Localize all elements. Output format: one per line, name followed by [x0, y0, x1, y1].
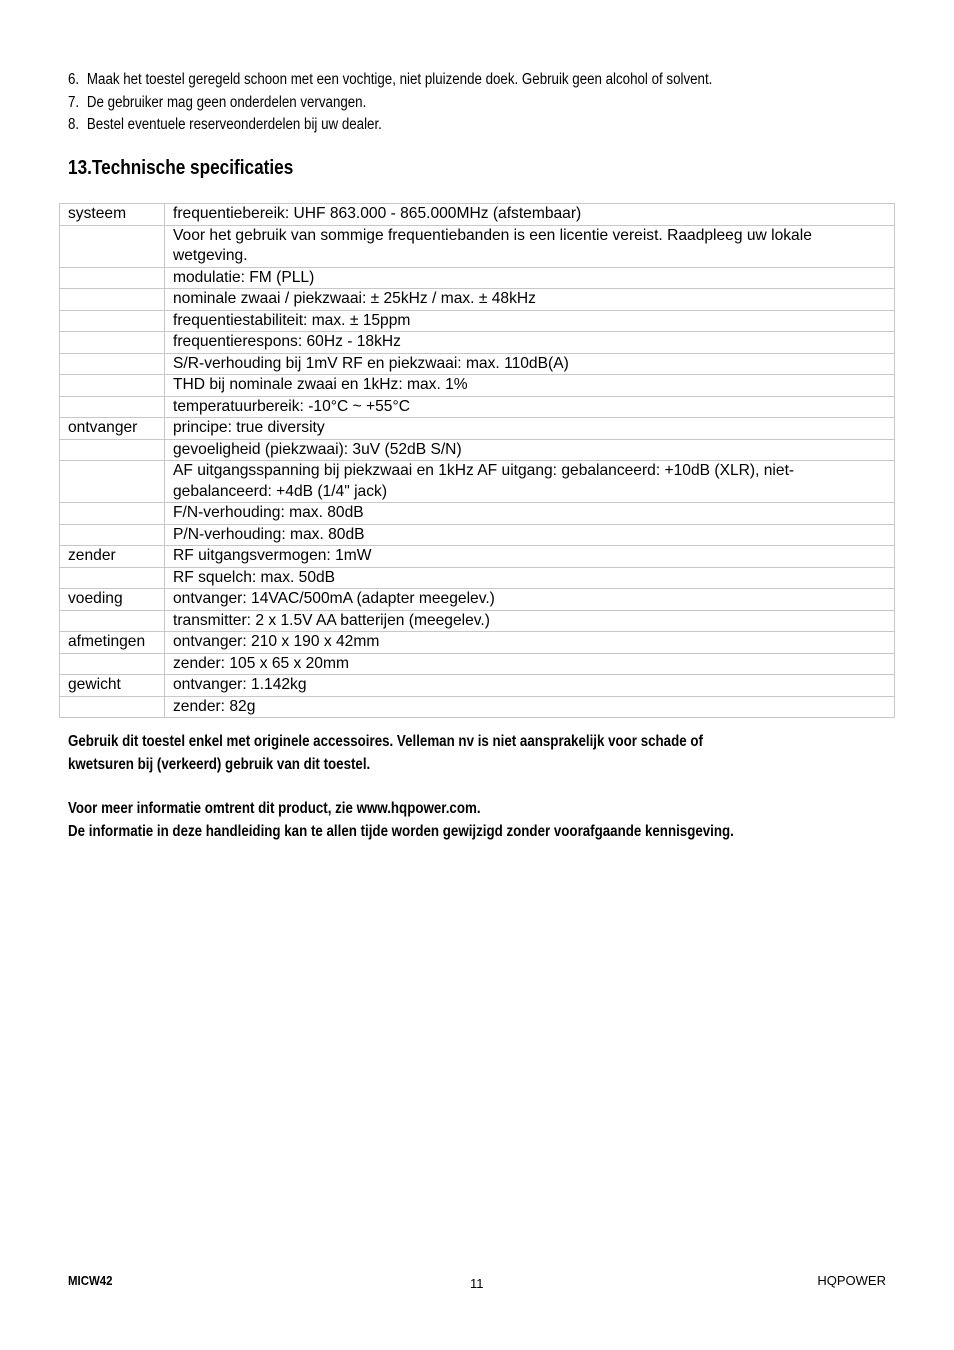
spec-value: frequentierespons: 60Hz - 18kHz — [165, 332, 895, 354]
spec-category — [60, 396, 165, 418]
spec-value: AF uitgangsspanning bij piekzwaai en 1kHz AF uitgang: gebalanceerd: +10dB (XLR), niet-gebalanceerd: +4dB (1/4" jack) — [165, 461, 895, 503]
table-row — [60, 546, 895, 568]
spec-value: nominale zwaai / piekzwaai: ± 25kHz / max. ± 48kHz — [165, 289, 895, 311]
spec-value: THD bij nominale zwaai en 1kHz: max. 1% — [165, 375, 895, 397]
spec-category: afmetingen — [60, 632, 165, 654]
list-number: 6. — [68, 71, 80, 88]
table-row — [60, 289, 895, 311]
spec-value: P/N-verhouding: max. 80dB — [165, 524, 895, 546]
footer-model: MICW42 — [68, 1273, 113, 1288]
spec-category — [60, 375, 165, 397]
spec-value: RF squelch: max. 50dB — [165, 567, 895, 589]
spec-value: S/R-verhouding bij 1mV RF en piekzwaai: max. 110dB(A) — [165, 353, 895, 375]
table-row — [60, 524, 895, 546]
spec-category — [60, 353, 165, 375]
spec-category — [60, 503, 165, 525]
spec-category — [60, 310, 165, 332]
spec-category — [60, 524, 165, 546]
table-row — [60, 675, 895, 697]
spec-value: gevoeligheid (piekzwaai): 3uV (52dB S/N) — [165, 439, 895, 461]
spec-value: ontvanger: 210 x 190 x 42mm — [165, 632, 895, 654]
spec-category — [60, 461, 165, 503]
table-row — [60, 267, 895, 289]
section-title: 13.Technische specificaties — [68, 157, 294, 179]
info-line: Voor meer informatie omtrent dit product, zie www.hqpower.com. — [68, 800, 481, 817]
table-row — [60, 225, 895, 267]
spec-category — [60, 567, 165, 589]
spec-value: frequentiebereik: UHF 863.000 - 865.000MHz (afstembaar) — [165, 204, 895, 226]
table-row — [60, 418, 895, 440]
spec-category — [60, 332, 165, 354]
table-row — [60, 353, 895, 375]
spec-category: voeding — [60, 589, 165, 611]
spec-value: ontvanger: 1.142kg — [165, 675, 895, 697]
spec-category: ontvanger — [60, 418, 165, 440]
spec-value: ontvanger: 14VAC/500mA (adapter meegelev.) — [165, 589, 895, 611]
table-row — [60, 696, 895, 718]
table-row — [60, 567, 895, 589]
list-number: 7. — [68, 93, 80, 111]
spec-category — [60, 696, 165, 718]
list-number: 8. — [68, 116, 80, 133]
table-row — [60, 610, 895, 632]
spec-category — [60, 225, 165, 267]
spec-category — [60, 653, 165, 675]
table-row — [60, 503, 895, 525]
info-line: De informatie in deze handleiding kan te allen tijde worden gewijzigd zonder voorafgaande kennisgeving. — [68, 822, 734, 840]
spec-table-body — [60, 204, 895, 718]
spec-value: temperatuurbereik: -10°C ~ +55°C — [165, 396, 895, 418]
spec-value: principe: true diversity — [165, 418, 895, 440]
info-note — [68, 798, 734, 843]
list-text: Bestel eventuele reserveonderdelen bij uw dealer. — [86, 116, 382, 133]
table-row — [60, 439, 895, 461]
spec-table — [59, 203, 895, 718]
spec-category — [60, 610, 165, 632]
table-row — [60, 589, 895, 611]
spec-value: frequentiestabiliteit: max. ± 15ppm — [165, 310, 895, 332]
list-item — [68, 92, 712, 115]
table-row — [60, 332, 895, 354]
table-row — [60, 375, 895, 397]
warning-line: kwetsuren bij (verkeerd) gebruik van dit toestel. — [68, 755, 371, 773]
spec-value: zender: 82g — [165, 696, 895, 718]
spec-category: systeem — [60, 204, 165, 226]
footer-page-number: 11 — [470, 1276, 484, 1291]
table-row — [60, 461, 895, 503]
spec-value: F/N-verhouding: max. 80dB — [165, 503, 895, 525]
list-text: De gebruiker mag geen onderdelen vervangen. — [86, 93, 367, 111]
warning-line: Gebruik dit toestel enkel met originele accessoires. Velleman nv is niet aansprakelijk voor schade of — [68, 733, 703, 750]
table-row — [60, 632, 895, 654]
table-row — [60, 310, 895, 332]
list-item — [68, 69, 712, 92]
maintenance-list — [68, 69, 712, 137]
spec-value: RF uitgangsvermogen: 1mW — [165, 546, 895, 568]
table-row — [60, 396, 895, 418]
warning-note — [68, 731, 703, 776]
spec-category — [60, 439, 165, 461]
spec-value: Voor het gebruik van sommige frequentiebanden is een licentie vereist. Raadpleeg uw lokale wetgeving. — [165, 225, 895, 267]
spec-category — [60, 289, 165, 311]
list-text: Maak het toestel geregeld schoon met een vochtige, niet pluizende doek. Gebruik geen alcohol of solvent. — [86, 71, 713, 88]
spec-value: zender: 105 x 65 x 20mm — [165, 653, 895, 675]
spec-value: transmitter: 2 x 1.5V AA batterijen (meegelev.) — [165, 610, 895, 632]
footer-brand: HQPOWER — [817, 1273, 886, 1288]
table-row — [60, 204, 895, 226]
spec-value: modulatie: FM (PLL) — [165, 267, 895, 289]
spec-category — [60, 267, 165, 289]
list-item — [68, 114, 712, 137]
table-row — [60, 653, 895, 675]
spec-category: zender — [60, 546, 165, 568]
spec-category: gewicht — [60, 675, 165, 697]
